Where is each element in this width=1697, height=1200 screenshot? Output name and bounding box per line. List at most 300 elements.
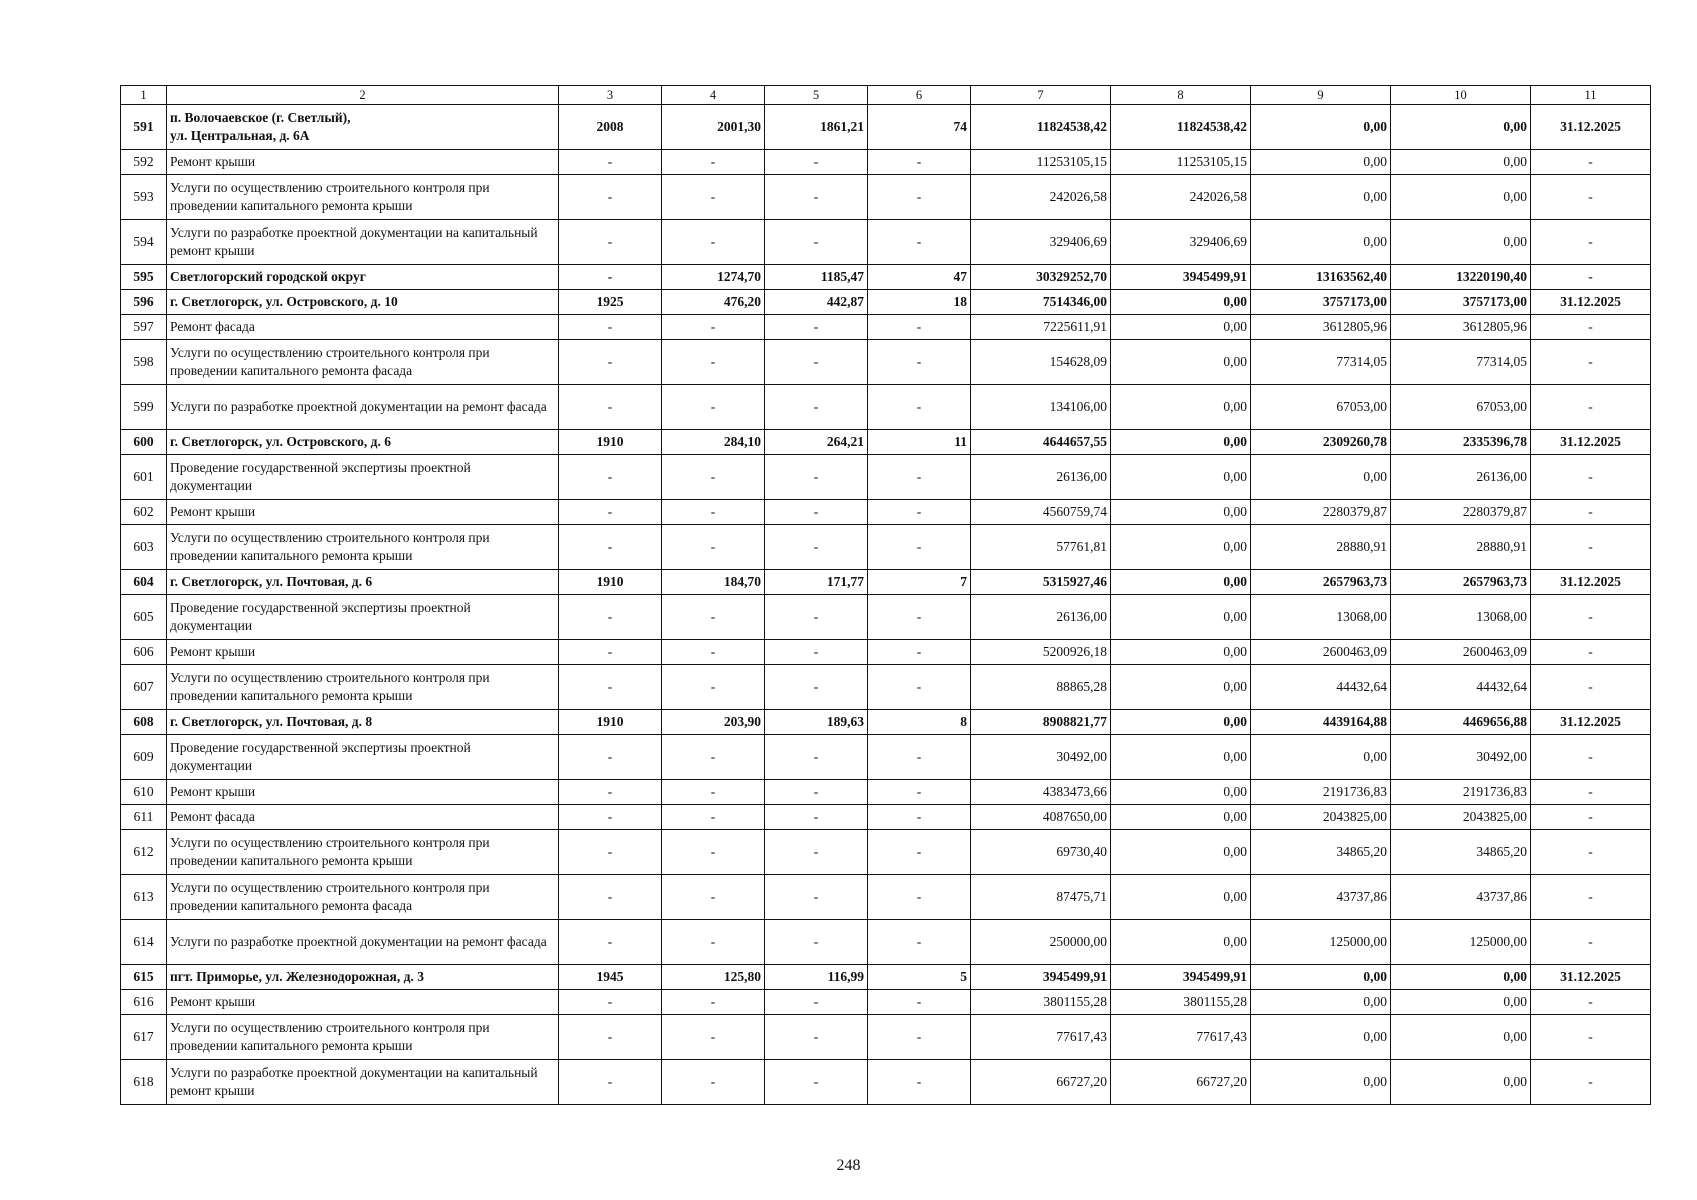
value-cell: 3801155,28 xyxy=(1111,990,1251,1015)
value-cell: 34865,20 xyxy=(1251,830,1391,875)
description-cell: пгт. Приморье, ул. Железнодорожная, д. 3 xyxy=(167,965,559,990)
value-cell: - xyxy=(765,220,868,265)
value-cell: 4644657,55 xyxy=(971,430,1111,455)
row-number-cell: 615 xyxy=(121,965,167,990)
value-cell: 442,87 xyxy=(765,290,868,315)
value-cell: 77617,43 xyxy=(1111,1015,1251,1060)
value-cell: 0,00 xyxy=(1251,965,1391,990)
value-cell: - xyxy=(765,665,868,710)
value-cell: 88865,28 xyxy=(971,665,1111,710)
description-cell: Услуги по разработке проектной документации на ремонт фасада xyxy=(167,920,559,965)
row-number-cell: 602 xyxy=(121,500,167,525)
value-cell: - xyxy=(868,455,971,500)
value-cell: 0,00 xyxy=(1111,735,1251,780)
row-number-cell: 601 xyxy=(121,455,167,500)
value-cell: - xyxy=(662,735,765,780)
row-number-cell: 598 xyxy=(121,340,167,385)
value-cell: - xyxy=(662,455,765,500)
row-number-cell: 600 xyxy=(121,430,167,455)
value-cell: - xyxy=(1531,340,1651,385)
value-cell: - xyxy=(868,805,971,830)
row-number-cell: 593 xyxy=(121,175,167,220)
row-number-cell: 592 xyxy=(121,150,167,175)
value-cell: - xyxy=(1531,150,1651,175)
value-cell: 1185,47 xyxy=(765,265,868,290)
value-cell: 125000,00 xyxy=(1251,920,1391,965)
value-cell: 26136,00 xyxy=(1391,455,1531,500)
value-cell: - xyxy=(765,990,868,1015)
value-cell: 13068,00 xyxy=(1391,595,1531,640)
value-cell: 66727,20 xyxy=(1111,1060,1251,1105)
value-cell: - xyxy=(1531,665,1651,710)
value-cell: 1861,21 xyxy=(765,105,868,150)
row-number-cell: 596 xyxy=(121,290,167,315)
value-cell: 1274,70 xyxy=(662,265,765,290)
table-row xyxy=(121,150,1651,175)
value-cell: - xyxy=(559,455,662,500)
table-row xyxy=(121,340,1651,385)
value-cell: 34865,20 xyxy=(1391,830,1531,875)
value-cell: 4560759,74 xyxy=(971,500,1111,525)
value-cell: 284,10 xyxy=(662,430,765,455)
value-cell: 476,20 xyxy=(662,290,765,315)
table-row xyxy=(121,290,1651,315)
description-cell: п. Волочаевское (г. Светлый), ул. Центральная, д. 6А xyxy=(167,105,559,150)
value-cell: 1945 xyxy=(559,965,662,990)
row-number-cell: 610 xyxy=(121,780,167,805)
column-number-cell: 3 xyxy=(559,86,662,105)
value-cell: 4469656,88 xyxy=(1391,710,1531,735)
description-cell: г. Светлогорск, ул. Островского, д. 6 xyxy=(167,430,559,455)
value-cell: 0,00 xyxy=(1251,150,1391,175)
value-cell: - xyxy=(1531,1060,1651,1105)
value-cell: - xyxy=(1531,455,1651,500)
value-cell: 0,00 xyxy=(1251,1060,1391,1105)
value-cell: - xyxy=(868,220,971,265)
table-row xyxy=(121,175,1651,220)
value-cell: 7514346,00 xyxy=(971,290,1111,315)
value-cell: 242026,58 xyxy=(1111,175,1251,220)
value-cell: 0,00 xyxy=(1111,920,1251,965)
value-cell: 242026,58 xyxy=(971,175,1111,220)
value-cell: 31.12.2025 xyxy=(1531,710,1651,735)
description-cell: Ремонт крыши xyxy=(167,500,559,525)
row-number-cell: 595 xyxy=(121,265,167,290)
value-cell: 0,00 xyxy=(1111,710,1251,735)
value-cell: 8 xyxy=(868,710,971,735)
value-cell: 31.12.2025 xyxy=(1531,965,1651,990)
value-cell: - xyxy=(559,150,662,175)
value-cell: 1910 xyxy=(559,570,662,595)
description-cell: Ремонт фасада xyxy=(167,805,559,830)
value-cell: - xyxy=(1531,175,1651,220)
table-row xyxy=(121,105,1651,150)
value-cell: 67053,00 xyxy=(1251,385,1391,430)
row-number-cell: 608 xyxy=(121,710,167,735)
description-cell: Светлогорский городской округ xyxy=(167,265,559,290)
value-cell: - xyxy=(765,175,868,220)
value-cell: 11 xyxy=(868,430,971,455)
value-cell: 125,80 xyxy=(662,965,765,990)
value-cell: - xyxy=(662,780,765,805)
value-cell: 2335396,78 xyxy=(1391,430,1531,455)
description-cell: Услуги по разработке проектной документации на капитальный ремонт крыши xyxy=(167,220,559,265)
value-cell: 3757173,00 xyxy=(1251,290,1391,315)
value-cell: 0,00 xyxy=(1111,525,1251,570)
value-cell: - xyxy=(765,1060,868,1105)
value-cell: 57761,81 xyxy=(971,525,1111,570)
value-cell: 30492,00 xyxy=(971,735,1111,780)
value-cell: - xyxy=(1531,735,1651,780)
value-cell: 0,00 xyxy=(1391,965,1531,990)
value-cell: 5315927,46 xyxy=(971,570,1111,595)
value-cell: 0,00 xyxy=(1111,430,1251,455)
value-cell: 116,99 xyxy=(765,965,868,990)
description-cell: Услуги по осуществлению строительного контроля при проведении капитального ремонта крыши xyxy=(167,665,559,710)
value-cell: - xyxy=(765,830,868,875)
value-cell: 2600463,09 xyxy=(1391,640,1531,665)
value-cell: 0,00 xyxy=(1251,105,1391,150)
value-cell: - xyxy=(559,315,662,340)
value-cell: - xyxy=(559,805,662,830)
value-cell: 69730,40 xyxy=(971,830,1111,875)
value-cell: - xyxy=(559,525,662,570)
value-cell: - xyxy=(662,990,765,1015)
value-cell: 0,00 xyxy=(1251,455,1391,500)
value-cell: 66727,20 xyxy=(971,1060,1111,1105)
value-cell: - xyxy=(662,1060,765,1105)
value-cell: - xyxy=(868,1015,971,1060)
value-cell: 2001,30 xyxy=(662,105,765,150)
value-cell: 203,90 xyxy=(662,710,765,735)
table-row xyxy=(121,1060,1651,1105)
column-number-cell: 2 xyxy=(167,86,559,105)
value-cell: - xyxy=(1531,1015,1651,1060)
value-cell: - xyxy=(765,385,868,430)
value-cell: - xyxy=(559,265,662,290)
value-cell: 7 xyxy=(868,570,971,595)
description-cell: Услуги по разработке проектной документации на ремонт фасада xyxy=(167,385,559,430)
value-cell: 3945499,91 xyxy=(971,965,1111,990)
row-number-cell: 616 xyxy=(121,990,167,1015)
value-cell: 13163562,40 xyxy=(1251,265,1391,290)
value-cell: 0,00 xyxy=(1111,805,1251,830)
value-cell: - xyxy=(1531,920,1651,965)
value-cell: - xyxy=(765,455,868,500)
value-cell: - xyxy=(765,780,868,805)
value-cell: 26136,00 xyxy=(971,595,1111,640)
description-cell: Услуги по осуществлению строительного контроля при проведении капитального ремонта фасада xyxy=(167,340,559,385)
value-cell: 2043825,00 xyxy=(1391,805,1531,830)
value-cell: 0,00 xyxy=(1111,640,1251,665)
column-number-cell: 11 xyxy=(1531,86,1651,105)
value-cell: 0,00 xyxy=(1111,315,1251,340)
value-cell: 0,00 xyxy=(1111,875,1251,920)
value-cell: - xyxy=(868,830,971,875)
table-row xyxy=(121,315,1651,340)
value-cell: 77314,05 xyxy=(1391,340,1531,385)
value-cell: - xyxy=(765,150,868,175)
description-cell: Услуги по разработке проектной документации на капитальный ремонт крыши xyxy=(167,1060,559,1105)
value-cell: 26136,00 xyxy=(971,455,1111,500)
row-number-cell: 618 xyxy=(121,1060,167,1105)
data-table-container xyxy=(120,85,1651,1105)
table-row xyxy=(121,1015,1651,1060)
row-number-cell: 604 xyxy=(121,570,167,595)
value-cell: 189,63 xyxy=(765,710,868,735)
value-cell: - xyxy=(765,805,868,830)
table-row xyxy=(121,875,1651,920)
value-cell: 2309260,78 xyxy=(1251,430,1391,455)
value-cell: 67053,00 xyxy=(1391,385,1531,430)
value-cell: - xyxy=(559,1015,662,1060)
value-cell: 43737,86 xyxy=(1251,875,1391,920)
value-cell: - xyxy=(765,1015,868,1060)
value-cell: 0,00 xyxy=(1111,570,1251,595)
value-cell: - xyxy=(662,340,765,385)
value-cell: - xyxy=(662,875,765,920)
value-cell: 171,77 xyxy=(765,570,868,595)
table-row xyxy=(121,780,1651,805)
table-row xyxy=(121,965,1651,990)
value-cell: 250000,00 xyxy=(971,920,1111,965)
value-cell: - xyxy=(662,805,765,830)
value-cell: - xyxy=(662,595,765,640)
column-number-cell: 9 xyxy=(1251,86,1391,105)
value-cell: 0,00 xyxy=(1391,220,1531,265)
value-cell: - xyxy=(765,735,868,780)
value-cell: 3612805,96 xyxy=(1391,315,1531,340)
value-cell: 5200926,18 xyxy=(971,640,1111,665)
value-cell: - xyxy=(868,1060,971,1105)
value-cell: - xyxy=(1531,500,1651,525)
value-cell: - xyxy=(765,315,868,340)
value-cell: - xyxy=(662,525,765,570)
column-number-cell: 7 xyxy=(971,86,1111,105)
value-cell: 1925 xyxy=(559,290,662,315)
value-cell: - xyxy=(1531,990,1651,1015)
value-cell: 329406,69 xyxy=(1111,220,1251,265)
value-cell: 7225611,91 xyxy=(971,315,1111,340)
value-cell: - xyxy=(868,175,971,220)
value-cell: - xyxy=(559,875,662,920)
value-cell: - xyxy=(868,735,971,780)
value-cell: 2600463,09 xyxy=(1251,640,1391,665)
value-cell: - xyxy=(765,340,868,385)
value-cell: 0,00 xyxy=(1111,385,1251,430)
value-cell: - xyxy=(868,385,971,430)
value-cell: 3801155,28 xyxy=(971,990,1111,1015)
value-cell: - xyxy=(868,525,971,570)
value-cell: 1910 xyxy=(559,430,662,455)
value-cell: 30492,00 xyxy=(1391,735,1531,780)
value-cell: 0,00 xyxy=(1111,455,1251,500)
value-cell: 0,00 xyxy=(1391,1060,1531,1105)
value-cell: 0,00 xyxy=(1251,735,1391,780)
value-cell: 0,00 xyxy=(1251,175,1391,220)
value-cell: - xyxy=(1531,265,1651,290)
description-cell: г. Светлогорск, ул. Островского, д. 10 xyxy=(167,290,559,315)
value-cell: 134106,00 xyxy=(971,385,1111,430)
value-cell: 0,00 xyxy=(1391,150,1531,175)
value-cell: 43737,86 xyxy=(1391,875,1531,920)
table-row xyxy=(121,990,1651,1015)
value-cell: 28880,91 xyxy=(1251,525,1391,570)
value-cell: 3945499,91 xyxy=(1111,265,1251,290)
value-cell: - xyxy=(868,990,971,1015)
value-cell: 30329252,70 xyxy=(971,265,1111,290)
value-cell: - xyxy=(559,665,662,710)
page-number: 248 xyxy=(836,1157,861,1174)
value-cell: 2657963,73 xyxy=(1251,570,1391,595)
table-row xyxy=(121,430,1651,455)
value-cell: - xyxy=(1531,875,1651,920)
description-cell: Проведение государственной экспертизы проектной документации xyxy=(167,455,559,500)
table-row xyxy=(121,830,1651,875)
value-cell: 87475,71 xyxy=(971,875,1111,920)
value-cell: - xyxy=(559,595,662,640)
value-cell: - xyxy=(868,665,971,710)
value-cell: 2657963,73 xyxy=(1391,570,1531,595)
value-cell: 4383473,66 xyxy=(971,780,1111,805)
value-cell: 3757173,00 xyxy=(1391,290,1531,315)
table-row xyxy=(121,570,1651,595)
table-row xyxy=(121,640,1651,665)
value-cell: - xyxy=(868,500,971,525)
value-cell: 0,00 xyxy=(1391,105,1531,150)
table-row xyxy=(121,525,1651,570)
value-cell: - xyxy=(868,780,971,805)
value-cell: 4439164,88 xyxy=(1251,710,1391,735)
description-cell: Ремонт крыши xyxy=(167,990,559,1015)
value-cell: 2043825,00 xyxy=(1251,805,1391,830)
value-cell: - xyxy=(765,875,868,920)
table-row xyxy=(121,220,1651,265)
value-cell: - xyxy=(559,735,662,780)
description-cell: Проведение государственной экспертизы проектной документации xyxy=(167,735,559,780)
value-cell: 125000,00 xyxy=(1391,920,1531,965)
description-cell: Услуги по осуществлению строительного контроля при проведении капитального ремонта крыши xyxy=(167,175,559,220)
value-cell: 0,00 xyxy=(1251,1015,1391,1060)
row-number-cell: 613 xyxy=(121,875,167,920)
value-cell: - xyxy=(868,315,971,340)
value-cell: 0,00 xyxy=(1111,830,1251,875)
value-cell: - xyxy=(662,1015,765,1060)
row-number-cell: 614 xyxy=(121,920,167,965)
table-row xyxy=(121,665,1651,710)
row-number-cell: 617 xyxy=(121,1015,167,1060)
value-cell: 2280379,87 xyxy=(1391,500,1531,525)
value-cell: 11253105,15 xyxy=(1111,150,1251,175)
value-cell: - xyxy=(662,175,765,220)
value-cell: 0,00 xyxy=(1251,220,1391,265)
value-cell: 31.12.2025 xyxy=(1531,570,1651,595)
row-number-cell: 594 xyxy=(121,220,167,265)
value-cell: - xyxy=(559,990,662,1015)
row-number-cell: 597 xyxy=(121,315,167,340)
value-cell: 13220190,40 xyxy=(1391,265,1531,290)
value-cell: 44432,64 xyxy=(1251,665,1391,710)
value-cell: 2008 xyxy=(559,105,662,150)
row-number-cell: 607 xyxy=(121,665,167,710)
row-number-cell: 609 xyxy=(121,735,167,780)
value-cell: 0,00 xyxy=(1111,595,1251,640)
value-cell: - xyxy=(662,150,765,175)
value-cell: 74 xyxy=(868,105,971,150)
row-number-cell: 603 xyxy=(121,525,167,570)
value-cell: - xyxy=(662,385,765,430)
column-number-header-row xyxy=(121,86,1651,105)
value-cell: 0,00 xyxy=(1111,340,1251,385)
row-number-cell: 605 xyxy=(121,595,167,640)
row-number-cell: 599 xyxy=(121,385,167,430)
value-cell: - xyxy=(559,340,662,385)
value-cell: 5 xyxy=(868,965,971,990)
value-cell: 1910 xyxy=(559,710,662,735)
column-number-cell: 4 xyxy=(662,86,765,105)
value-cell: 0,00 xyxy=(1391,1015,1531,1060)
description-cell: Услуги по осуществлению строительного контроля при проведении капитального ремонта крыши xyxy=(167,1015,559,1060)
value-cell: - xyxy=(1531,595,1651,640)
value-cell: - xyxy=(868,595,971,640)
description-cell: Ремонт крыши xyxy=(167,780,559,805)
value-cell: - xyxy=(662,220,765,265)
description-cell: Ремонт крыши xyxy=(167,150,559,175)
value-cell: - xyxy=(868,875,971,920)
column-number-cell: 5 xyxy=(765,86,868,105)
description-cell: Ремонт крыши xyxy=(167,640,559,665)
value-cell: - xyxy=(765,525,868,570)
row-number-cell: 611 xyxy=(121,805,167,830)
value-cell: - xyxy=(868,150,971,175)
value-cell: 11253105,15 xyxy=(971,150,1111,175)
value-cell: 2280379,87 xyxy=(1251,500,1391,525)
description-cell: Услуги по осуществлению строительного контроля при проведении капитального ремонта фасада xyxy=(167,875,559,920)
row-number-cell: 612 xyxy=(121,830,167,875)
value-cell: - xyxy=(765,595,868,640)
value-cell: - xyxy=(559,385,662,430)
value-cell: 4087650,00 xyxy=(971,805,1111,830)
table-row xyxy=(121,710,1651,735)
value-cell: 0,00 xyxy=(1251,990,1391,1015)
column-number-cell: 8 xyxy=(1111,86,1251,105)
value-cell: - xyxy=(765,640,868,665)
value-cell: 0,00 xyxy=(1391,990,1531,1015)
value-cell: 31.12.2025 xyxy=(1531,430,1651,455)
value-cell: 31.12.2025 xyxy=(1531,105,1651,150)
value-cell: - xyxy=(868,920,971,965)
value-cell: - xyxy=(559,500,662,525)
value-cell: - xyxy=(662,315,765,340)
table-row xyxy=(121,920,1651,965)
value-cell: - xyxy=(662,920,765,965)
description-cell: Услуги по осуществлению строительного контроля при проведении капитального ремонта крыши xyxy=(167,525,559,570)
description-cell: г. Светлогорск, ул. Почтовая, д. 8 xyxy=(167,710,559,735)
value-cell: 18 xyxy=(868,290,971,315)
column-number-cell: 1 xyxy=(121,86,167,105)
value-cell: - xyxy=(1531,220,1651,265)
value-cell: 47 xyxy=(868,265,971,290)
value-cell: - xyxy=(1531,385,1651,430)
table-row xyxy=(121,595,1651,640)
row-number-cell: 606 xyxy=(121,640,167,665)
column-number-cell: 6 xyxy=(868,86,971,105)
value-cell: - xyxy=(662,640,765,665)
value-cell: - xyxy=(559,640,662,665)
value-cell: 11824538,42 xyxy=(971,105,1111,150)
value-cell: 77617,43 xyxy=(971,1015,1111,1060)
value-cell: 2191736,83 xyxy=(1251,780,1391,805)
